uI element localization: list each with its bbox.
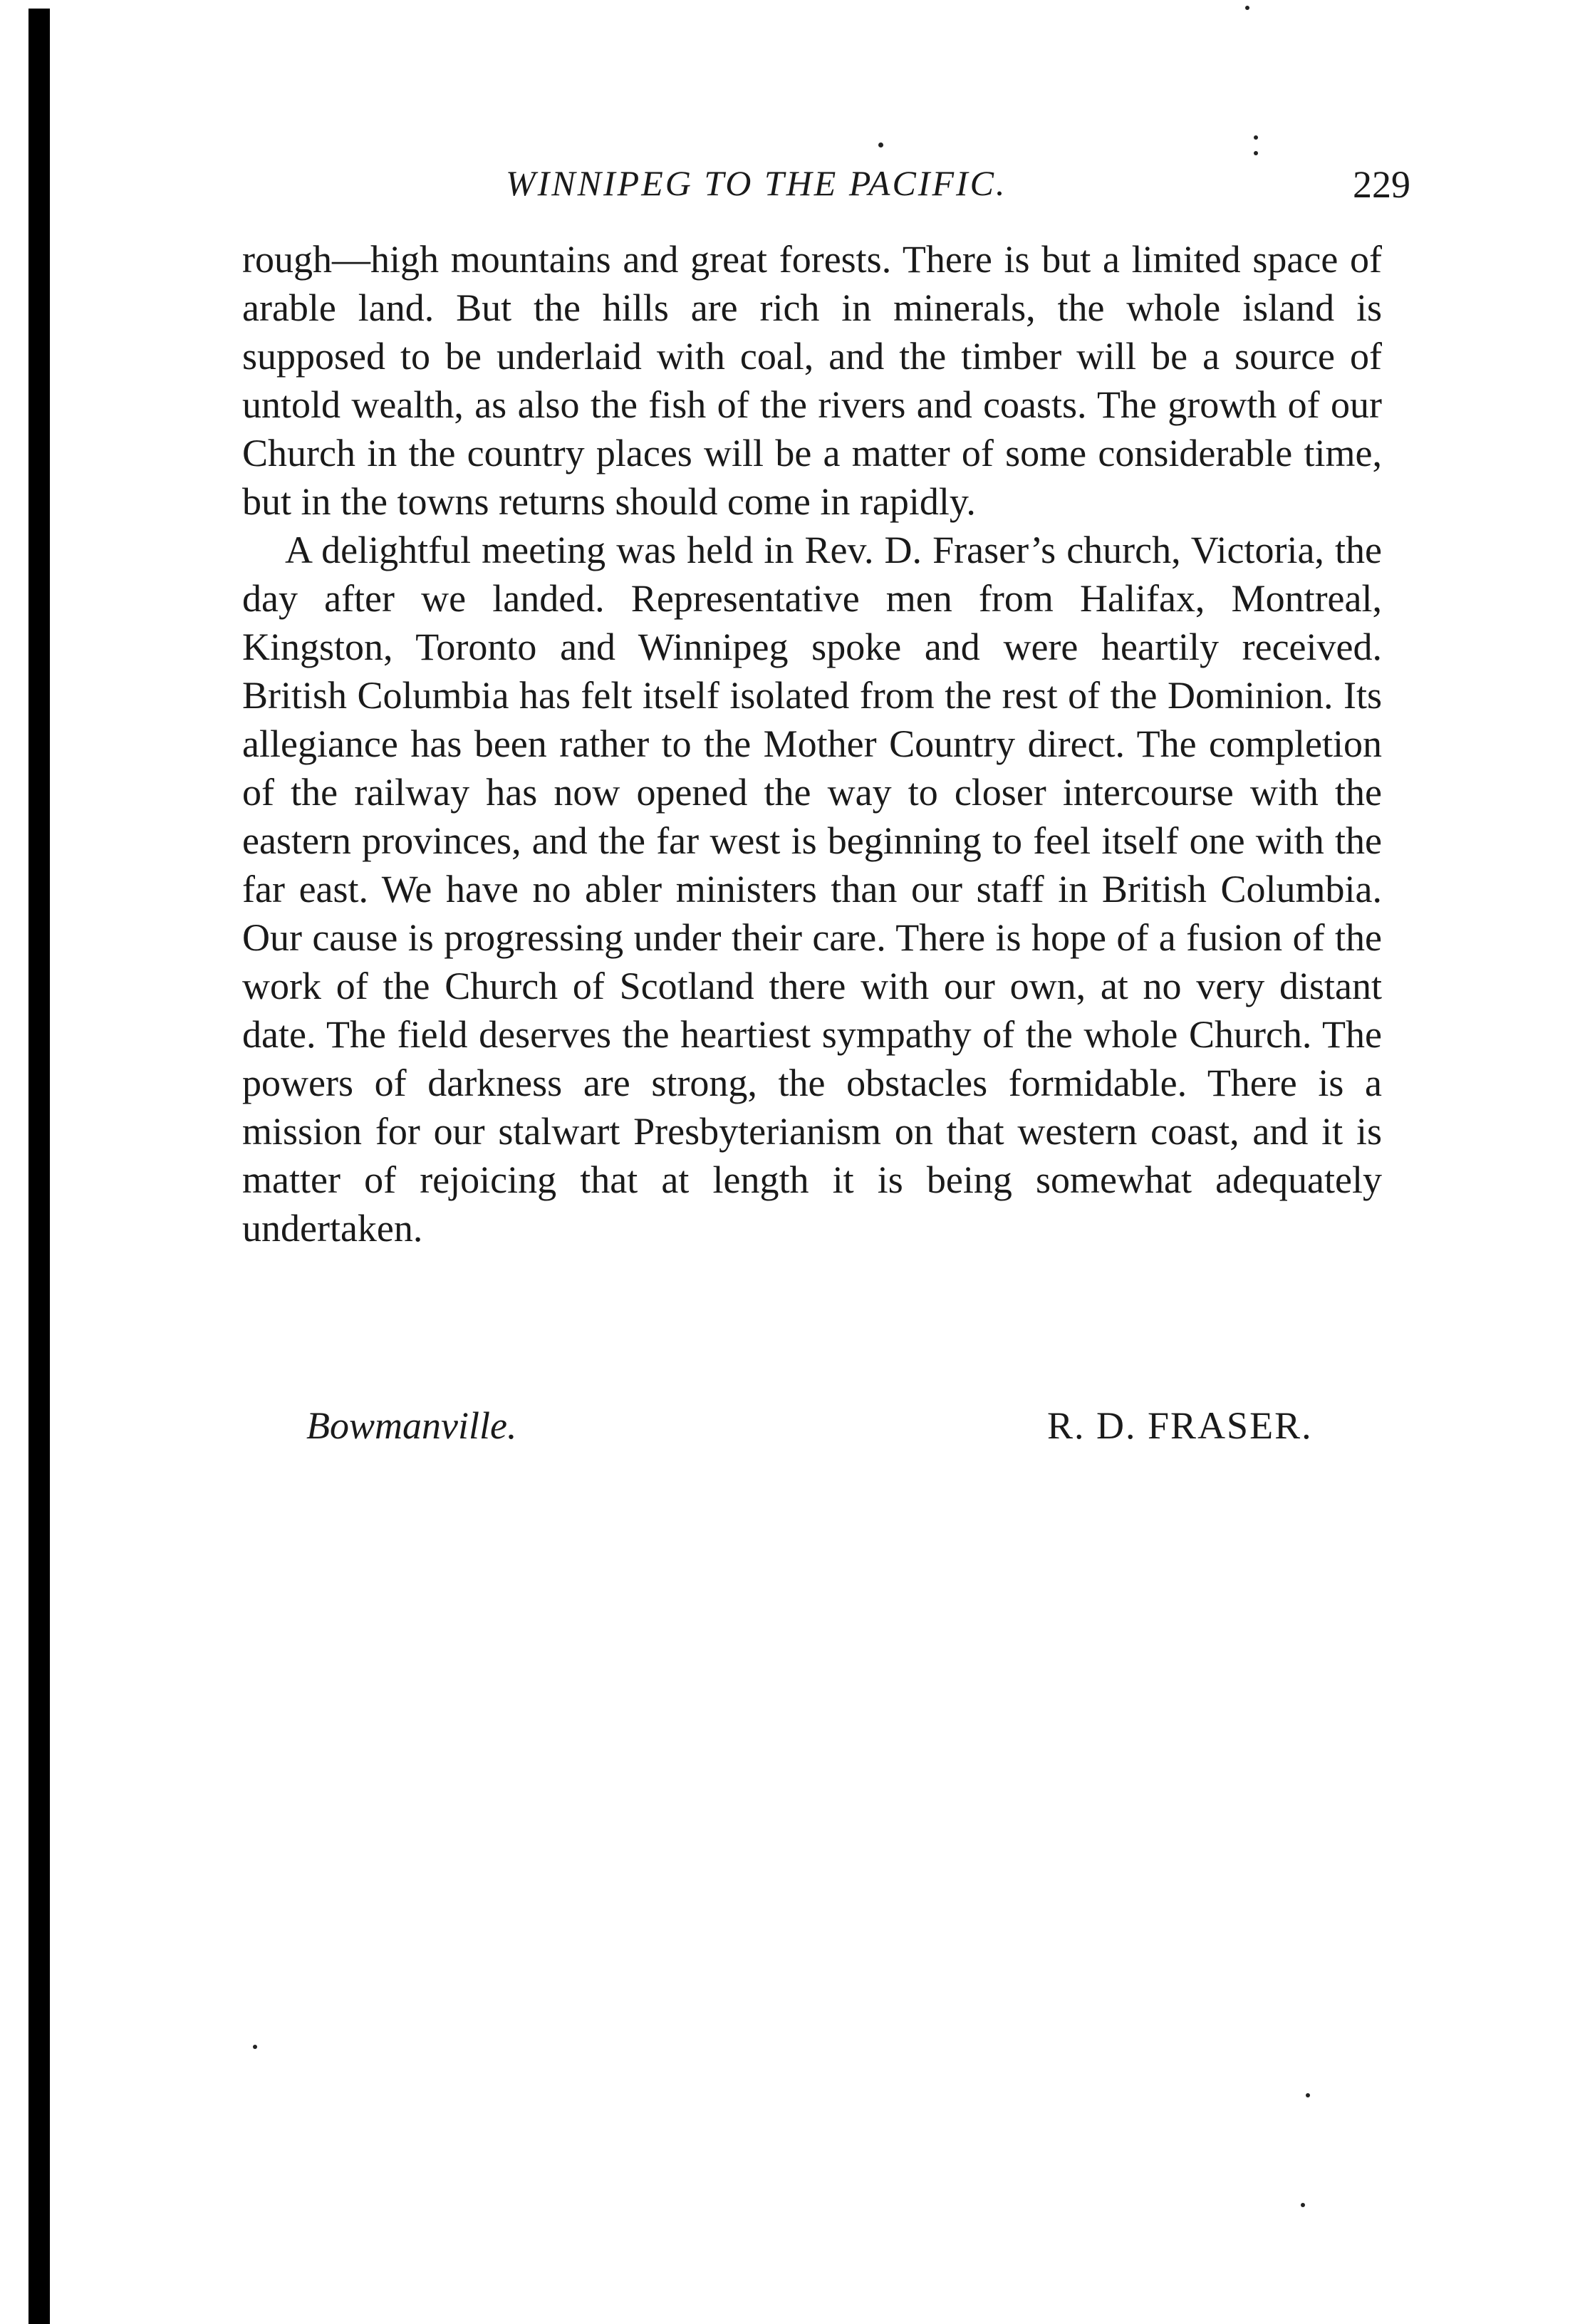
paragraph: A delightful meeting was held in Rev. D. Fraser’s church, Victoria, the day after we landed. Representative men from Halifax, Montreal, Kingston, Toronto and Winnipeg spoke and were heartily received. British Columbia has felt itself isolated from the rest of the Dominion. Its allegiance has been rather to the Mother Country direct. The completion of the railway has now opened the way to closer intercourse with the eastern provinces, and the far west is beginning to feel itself one with the far east. We have no abler ministers than our staff in British Columbia. Our cause is progressing under their care. There is hope of a fusion of the work of the Church of Scotland there with our own, at no very distant date. The field deserves the heartiest sympathy of the whole Church. The powers of darkness are strong, the obstacles formidable. There is a mission for our stalwart Presbyterianism on that western coast, and it is matter of rejoicing that at length it is being somewhat adequately undertaken. [242, 529, 1382, 1250]
page-header [242, 148, 1410, 212]
body-text [242, 235, 1382, 1252]
scan-speck [1301, 2203, 1305, 2207]
signoff-place: Bowmanville. [306, 1404, 517, 1447]
scan-speck [1254, 135, 1258, 140]
page-number: 229 [1353, 163, 1410, 206]
signoff [242, 1404, 1382, 1461]
paragraph: rough—high mountains and great forests. There is but a limited space of arable land. But the hills are rich in minerals, the whole island is supposed to be underlaid with coal, and the timber will be a source of untold wealth, as also the fish of the rivers and coasts. The growth of our Church in the country places will be a matter of some considerable time, but in the towns returns should come in rapidly. [242, 238, 1382, 523]
scan-speck [1245, 6, 1249, 10]
running-title: WINNIPEG TO THE PACIFIC. [506, 163, 1007, 203]
scan-speck [878, 142, 883, 147]
scan-speck [253, 2045, 257, 2049]
binding-edge [28, 9, 50, 2324]
scan-speck [1306, 2093, 1310, 2097]
signoff-author: R. D. FRASER. [1047, 1404, 1313, 1447]
